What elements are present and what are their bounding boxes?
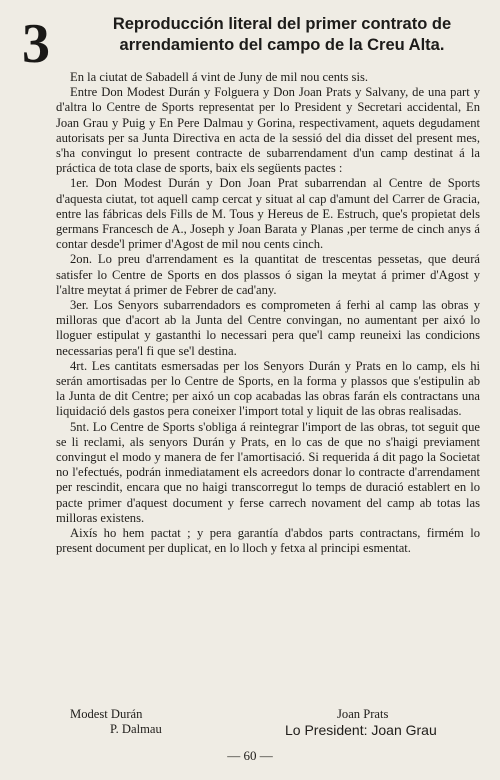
paragraph-parties: Entre Don Modest Durán y Folguera y Don Joan Prats y Salvany, de una part y d'altra lo Centre de Sports representat per lo President y Secretari accidental, En Joan Grau y Puig y En Pere Dalmau y Gorina, respectivament, aquets degudament autorisats per sa Junta Directiva en acta de la sessió del dia disset del present mes, s'ha convingut lo present contracte de subarrendament d'un camp destinat á la práctica de tota clase de sports, baix els següents pactes : xyxy=(56,85,480,176)
signature-moderst-duran: Modest Durán xyxy=(70,707,143,721)
paragraph-clause-2: 2on. Lo preu d'arrendament es la quantitat de trescentas pessetas, que deurá satisfer lo Centre de Sports en dos plassos ó sigan la meytat á primer d'Agost y l'altre meytat á primer de Febrer de cad'any. xyxy=(56,252,480,297)
signature-joan-prats: Joan Prats xyxy=(337,707,389,721)
signatures-left xyxy=(70,707,162,737)
paragraph-clause-4: 4rt. Les cantitats esmersadas per los Senyors Durán y Prats en lo camp, els hi serán amortisadas per lo Centre de Sports, en la forma y plassos que s'estipulin ab la Junta de dit Centre; per aixó un cop acabadas las obras farán els contractans una liquidació dels gastos pera coneixer l'import total y liquit de las obras realisadas. xyxy=(56,358,480,419)
chapter-number: 3 xyxy=(22,13,50,75)
contract-body xyxy=(56,70,480,557)
paragraph-clause-5: 5nt. Lo Centre de Sports s'obliga á reintegrar l'import de las obras, tot seguit que se li reclami, als senyors Durán y Prats, en lo cas de que no s'haigi previament convingut el modo y manera de fer l'amortisació. Si requerida á dit pago la Societat no l'efectués, podrán inmediatament els acreedors donar lo contracte d'arrendament per rescindit, encara que no haigi transcorregut lo temps de duració establert en lo pacte primer d'aquest document y ferse carrech novament del camp ab totas las milloras existens. xyxy=(56,419,480,525)
page-number: — 60 — xyxy=(227,748,273,763)
signature-p-dalmau: P. Dalmau xyxy=(110,722,162,736)
paragraph-clause-1: 1er. Don Modest Durán y Don Joan Prat subarrendan al Centre de Sports d'aquesta ciutat, tot aquell camp cercat y situat al cap d'amunt del Carrer de Gracia, entre las fábricas dels Fills de M. Tous y Hereus de E. Estruch, que's propietat dels germans Francesch de A., Joseph y Joan Barata y Planas ,per terme de cinch anys á contar desde'l primer d'Agost de mil nou cents cinch. xyxy=(56,176,480,252)
paragraph-preamble: En la ciutat de Sabadell á vint de Juny de mil nou cents sis. xyxy=(70,70,368,84)
document-title: Reproducción literal del primer contrato de arrendamiento del campo de la Creu Alta. xyxy=(112,15,452,54)
paragraph-clause-3: 3er. Los Senyors subarrendadors es comprometen á ferhi al camp las obras y milloras que d'acort ab la Junta del Centre convingan, no aumentant per aixó lo lloguer estipulat y gastanthi lo necessari pera que'l camp reuneixi las condicions necessarias pera'l fi que se'l destina. xyxy=(56,298,480,358)
paragraph-closing: Aixís ho hem pactat ; y pera garantía d'abdos parts contractans, firmém lo present document per duplicat, en lo lloch y fetxa al principi esmentat. xyxy=(56,526,480,556)
signature-president: Lo President: Joan Grau xyxy=(285,722,437,738)
signatures-right xyxy=(285,707,437,738)
